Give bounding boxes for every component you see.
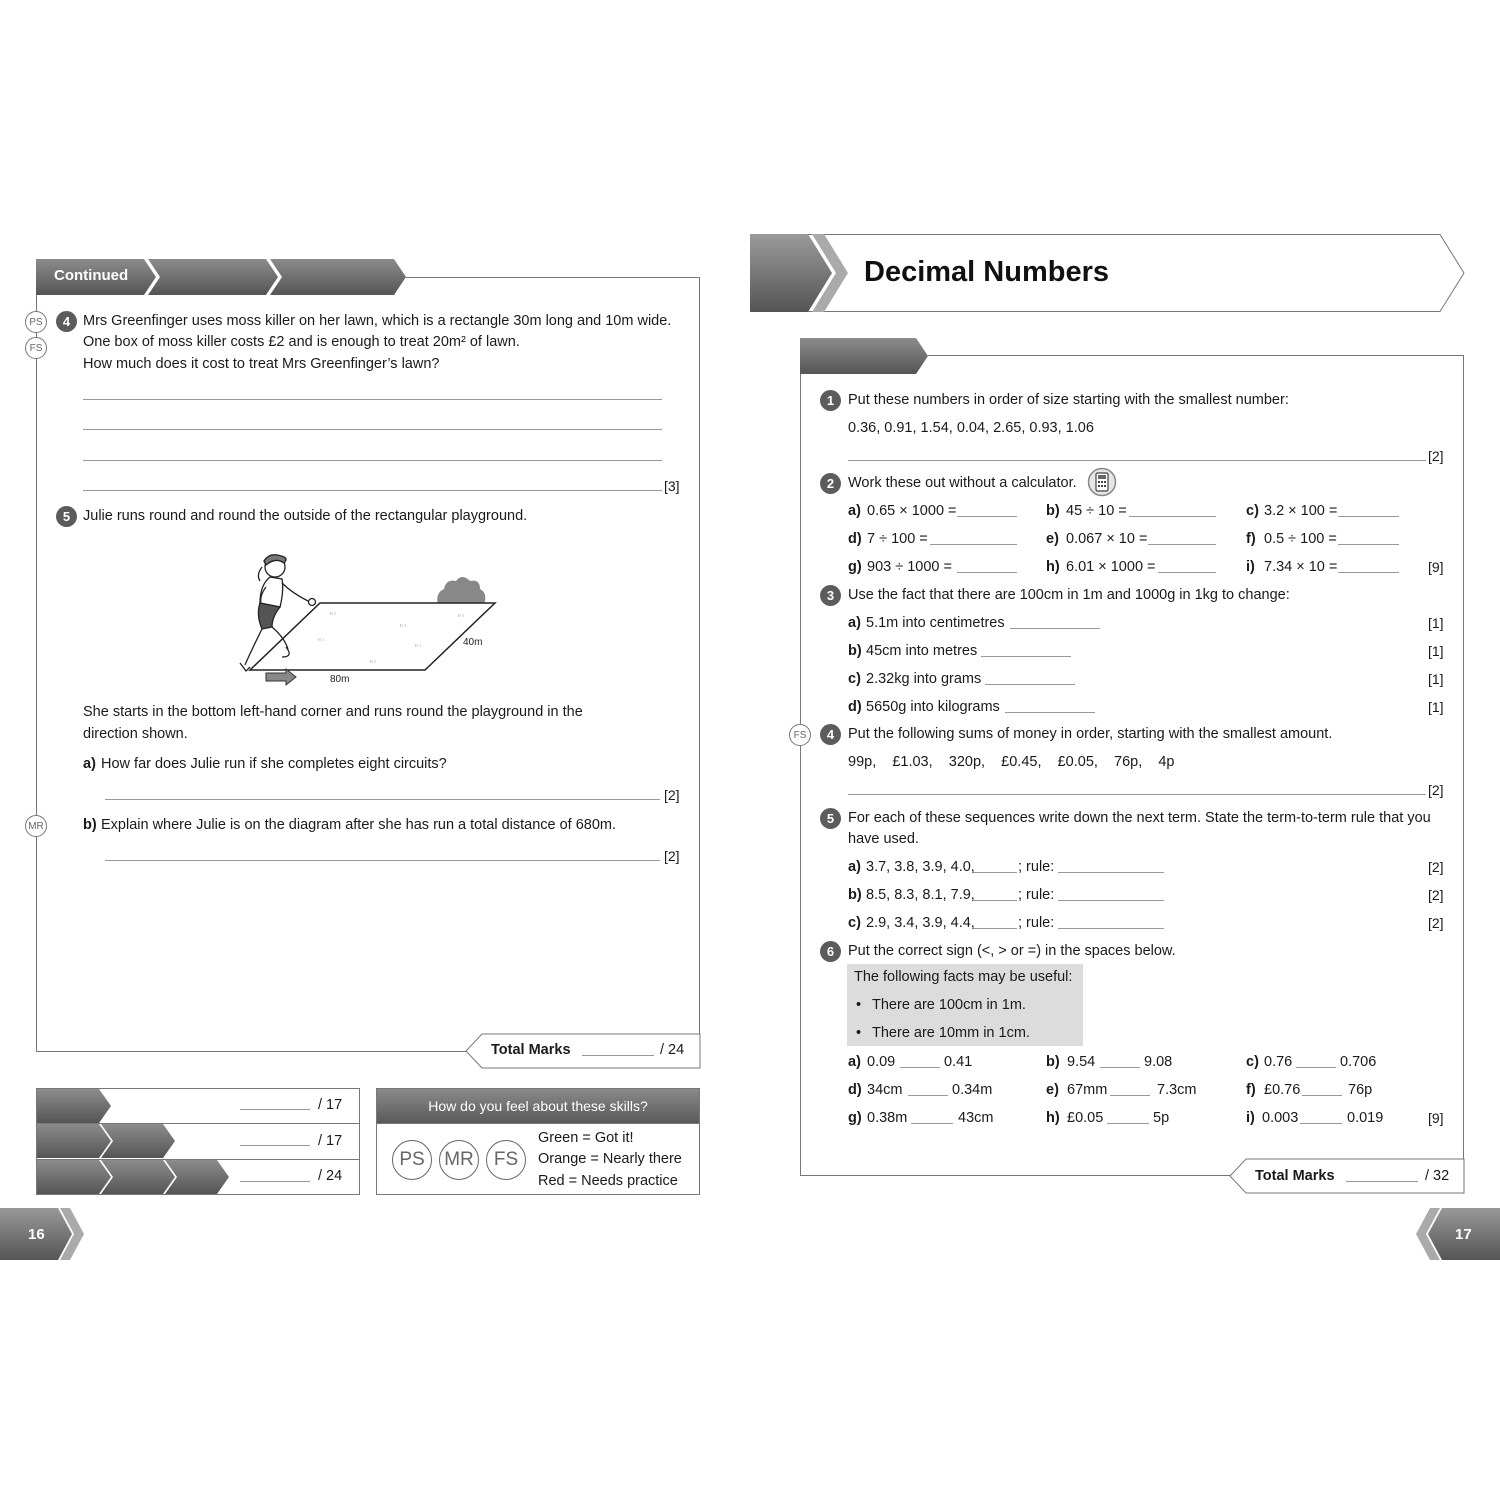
page-number: 16 — [28, 1226, 45, 1243]
marks-label: [2] — [1428, 859, 1444, 875]
question-text: Work these out without a calculator. — [848, 475, 1077, 491]
right-frame-bottom — [800, 1175, 1230, 1176]
part-label: g) — [848, 1110, 862, 1126]
answer-line[interactable] — [1148, 544, 1216, 545]
left-frame-top — [406, 277, 700, 278]
question-number: 4 — [56, 311, 77, 332]
part-label: i) — [1246, 559, 1255, 575]
left-frame-left — [36, 295, 37, 1052]
compare-right: 0.34m — [952, 1082, 993, 1098]
part-label: b) — [848, 643, 862, 659]
compare-left: 34cm — [867, 1082, 903, 1098]
part-label: d) — [848, 1082, 862, 1098]
score-line[interactable] — [240, 1109, 310, 1110]
answer-line[interactable] — [83, 429, 662, 430]
sign-line[interactable] — [1302, 1095, 1342, 1096]
calc-text: 3.2 × 100 = — [1264, 503, 1338, 519]
calc-text: 0.067 × 10 = — [1066, 531, 1148, 547]
sign-line[interactable] — [900, 1067, 940, 1068]
marks-label: [9] — [1428, 559, 1444, 575]
svg-text:ıı ı: ıı ı — [458, 613, 464, 619]
part-label: d) — [848, 531, 862, 547]
part-label: b) — [1046, 1054, 1060, 1070]
part-label: a) — [848, 615, 861, 631]
score-value: / 24 — [318, 1168, 343, 1184]
answer-line[interactable] — [1129, 516, 1216, 517]
question-number: 6 — [820, 941, 841, 962]
calc-text: 0.65 × 1000 = — [867, 503, 957, 519]
question-number: 5 — [820, 808, 841, 829]
part-label: a) — [83, 756, 96, 772]
skill-fs-icon: FS — [789, 724, 811, 746]
marks-label: [1] — [1428, 615, 1444, 631]
part-label: c) — [848, 915, 861, 931]
direction-arrow-icon — [266, 669, 296, 685]
total-marks-label: Total Marks — [491, 1042, 571, 1058]
answer-line[interactable] — [83, 460, 662, 461]
svg-text:ıı ı: ıı ı — [318, 637, 324, 643]
key-orange: Orange = Nearly there — [538, 1151, 682, 1167]
section-tab — [800, 338, 930, 374]
compare-right: 0.41 — [944, 1054, 973, 1070]
sequence-text: 3.7, 3.8, 3.9, 4.0, — [866, 859, 975, 875]
calc-text: 0.5 ÷ 100 = — [1264, 531, 1337, 547]
part-label: h) — [1046, 1110, 1060, 1126]
answer-line[interactable] — [83, 490, 662, 491]
total-marks-label: Total Marks — [1255, 1168, 1335, 1184]
key-red: Red = Needs practice — [538, 1173, 678, 1189]
rule-label: ; rule: — [1018, 887, 1055, 903]
part-label: h) — [1046, 559, 1060, 575]
right-frame-top — [928, 355, 1464, 356]
question-text: How far does Julie run if she completes eight circuits? — [101, 756, 447, 772]
skill-mr-icon: MR — [25, 815, 47, 837]
answer-line[interactable] — [957, 516, 1017, 517]
skill-fs-icon: FS — [25, 337, 47, 359]
compare-right: 7.3cm — [1157, 1082, 1197, 1098]
answer-line[interactable] — [105, 860, 660, 861]
paragraph-text: She starts in the bottom left-hand corner and runs round the playground in the — [83, 704, 583, 720]
compare-right: 76p — [1348, 1082, 1373, 1098]
question-text: Use the fact that there are 100cm in 1m and 1000g in 1kg to change: — [848, 587, 1290, 603]
rule-label: ; rule: — [1018, 859, 1055, 875]
part-label: g) — [848, 559, 862, 575]
marks-label: [3] — [664, 478, 680, 494]
answer-line[interactable] — [1010, 628, 1100, 629]
question-text: Put the following sums of money in order, starting with the smallest amount. — [848, 726, 1333, 742]
marks-label: [2] — [664, 848, 680, 864]
question-number: 1 — [820, 390, 841, 411]
question-number: 4 — [820, 724, 841, 745]
compare-left: 0.09 — [867, 1054, 896, 1070]
answer-line[interactable] — [105, 799, 660, 800]
answer-line[interactable] — [981, 656, 1071, 657]
answer-line[interactable] — [1338, 544, 1399, 545]
score-value: / 17 — [318, 1133, 343, 1149]
conversion-text: 45cm into metres — [866, 643, 978, 659]
calc-text: 45 ÷ 10 = — [1066, 503, 1127, 519]
question-number: 2 — [820, 473, 841, 494]
continued-label: Continued — [54, 267, 129, 284]
sign-line[interactable] — [1296, 1067, 1336, 1068]
part-label: a) — [848, 859, 861, 875]
sign-line[interactable] — [911, 1123, 953, 1124]
conversion-text: 5650g into kilograms — [866, 699, 1000, 715]
sign-line[interactable] — [908, 1095, 948, 1096]
compare-right: 9.08 — [1144, 1054, 1173, 1070]
marks-label: [2] — [1428, 887, 1444, 903]
svg-text:ıı ı: ıı ı — [330, 611, 336, 617]
total-marks-line[interactable] — [582, 1055, 654, 1056]
marks-label: [2] — [664, 787, 680, 803]
compare-right: 43cm — [958, 1110, 994, 1126]
bottom-label: 80m — [330, 674, 350, 685]
svg-text:ıı ı: ıı ı — [370, 659, 376, 665]
answer-line[interactable] — [848, 460, 1426, 461]
page-number: 17 — [1455, 1226, 1472, 1243]
compare-left: 9.54 — [1067, 1054, 1096, 1070]
next-term-line[interactable] — [973, 900, 1017, 901]
rule-line[interactable] — [1058, 900, 1164, 901]
marks-label: [2] — [1428, 782, 1444, 798]
question-number: 5 — [56, 506, 77, 527]
marks-label: [1] — [1428, 643, 1444, 659]
rule-label: ; rule: — [1018, 915, 1055, 931]
part-label: c) — [1246, 1054, 1259, 1070]
marks-label: [1] — [1428, 671, 1444, 687]
total-marks-line[interactable] — [1346, 1181, 1418, 1182]
part-label: i) — [1246, 1110, 1255, 1126]
part-label: f) — [1246, 531, 1256, 547]
calc-text: 7 ÷ 100 = — [867, 531, 928, 547]
answer-line[interactable] — [848, 794, 1426, 795]
rule-line[interactable] — [1058, 928, 1164, 929]
bullet-icon: • — [856, 1025, 862, 1041]
answer-line[interactable] — [83, 399, 662, 400]
marks-label: [1] — [1428, 699, 1444, 715]
page-title: Decimal Numbers — [864, 256, 1109, 288]
sequence-text: 8.5, 8.3, 8.1, 7.9, — [866, 887, 975, 903]
playground-diagram — [230, 545, 510, 690]
sign-line[interactable] — [1100, 1067, 1140, 1068]
ps-circle-icon: PS — [392, 1140, 432, 1180]
side-label: 40m — [463, 637, 483, 648]
svg-text:ıı ı: ıı ı — [415, 643, 421, 649]
marks-label: [2] — [1428, 915, 1444, 931]
part-label: e) — [1046, 531, 1059, 547]
calc-text: 7.34 × 10 = — [1264, 559, 1338, 575]
score-line[interactable] — [240, 1181, 310, 1182]
part-label: c) — [1246, 503, 1259, 519]
question-text: How much does it cost to treat Mrs Greenfinger’s lawn? — [83, 356, 440, 372]
part-label: c) — [848, 671, 861, 687]
marks-label: [9] — [1428, 1110, 1444, 1126]
score-line[interactable] — [240, 1145, 310, 1146]
part-label: a) — [848, 503, 861, 519]
question-number: 3 — [820, 585, 841, 606]
money-list: 99p, £1.03, 320p, £0.45, £0.05, 76p, 4p — [848, 754, 1175, 770]
paragraph-text: direction shown. — [83, 726, 188, 742]
answer-line[interactable] — [1005, 712, 1095, 713]
answer-line[interactable] — [985, 684, 1075, 685]
compare-right: 0.706 — [1340, 1054, 1377, 1070]
rule-line[interactable] — [1058, 872, 1164, 873]
fs-circle-icon: FS — [486, 1140, 526, 1180]
part-label: b) — [83, 817, 97, 833]
total-marks-value: / 32 — [1425, 1168, 1450, 1184]
answer-line[interactable] — [957, 572, 1017, 573]
skill-ps-icon: PS — [25, 311, 47, 333]
total-marks-value: / 24 — [660, 1042, 685, 1058]
part-label: a) — [848, 1054, 861, 1070]
sequence-text: 2.9, 3.4, 3.9, 4.4, — [866, 915, 975, 931]
left-frame-right — [699, 277, 700, 1034]
mr-circle-icon: MR — [439, 1140, 479, 1180]
fact-item: There are 10mm in 1cm. — [872, 1025, 1030, 1041]
compare-left: 0.38m — [867, 1110, 908, 1126]
question-text: Mrs Greenfinger uses moss killer on her lawn, which is a rectangle 30m long and 10m wide. — [83, 313, 672, 329]
compare-right: 5p — [1153, 1110, 1170, 1126]
question-text: Explain where Julie is on the diagram after she has run a total distance of 680m. — [101, 817, 617, 833]
right-frame-right — [1463, 355, 1464, 1176]
compare-left: 67mm — [1067, 1082, 1108, 1098]
answer-line[interactable] — [1338, 572, 1399, 573]
next-term-line[interactable] — [973, 928, 1017, 929]
part-label: f) — [1246, 1082, 1256, 1098]
left-frame-bottom — [36, 1051, 468, 1052]
part-label: b) — [848, 887, 862, 903]
question-text: Put the correct sign (<, > or =) in the spaces below. — [848, 943, 1176, 959]
answer-line[interactable] — [1158, 572, 1216, 573]
score-value: / 17 — [318, 1097, 343, 1113]
question-text: Put these numbers in order of size starting with the smallest number: — [848, 392, 1289, 408]
bush-icon — [437, 577, 485, 605]
compare-right: 0.019 — [1347, 1110, 1384, 1126]
compare-left: 0.003 — [1262, 1110, 1299, 1126]
question-text: Julie runs round and round the outside of the rectangular playground. — [83, 508, 528, 524]
part-label: d) — [848, 699, 862, 715]
svg-text:ıı ı: ıı ı — [400, 623, 406, 629]
right-frame-left — [800, 373, 801, 1176]
sign-line[interactable] — [1107, 1123, 1149, 1124]
compare-left: 0.76 — [1264, 1054, 1293, 1070]
question-text: One box of moss killer costs £2 and is enough to treat 20m² of lawn. — [83, 334, 520, 350]
question-text: For each of these sequences write down the next term. State the term-to-term rule that you — [848, 810, 1431, 826]
part-label: e) — [1046, 1082, 1059, 1098]
calc-text: 903 ÷ 1000 = — [867, 559, 952, 575]
conversion-text: 5.1m into centimetres — [866, 615, 1005, 631]
part-label: b) — [1046, 503, 1060, 519]
sign-line[interactable] — [1110, 1095, 1150, 1096]
question-text: have used. — [848, 831, 919, 847]
compare-left: £0.05 — [1067, 1110, 1104, 1126]
marks-label: [2] — [1428, 448, 1444, 464]
continued-banner — [36, 259, 406, 295]
summary-arrows — [37, 1089, 237, 1194]
sign-line[interactable] — [1300, 1123, 1342, 1124]
number-list: 0.36, 0.91, 1.54, 0.04, 2.65, 0.93, 1.06 — [848, 420, 1094, 436]
answer-line[interactable] — [1338, 516, 1399, 517]
bullet-icon: • — [856, 997, 862, 1013]
next-term-line[interactable] — [973, 872, 1017, 873]
conversion-text: 2.32kg into grams — [866, 671, 982, 687]
fact-item: There are 100cm in 1m. — [872, 997, 1026, 1013]
skills-box-title: How do you feel about these skills? — [428, 1098, 648, 1114]
calc-text: 6.01 × 1000 = — [1066, 559, 1156, 575]
facts-title: The following facts may be useful: — [854, 969, 1073, 985]
answer-line[interactable] — [930, 544, 1017, 545]
no-calculator-icon — [1087, 467, 1117, 497]
compare-left: £0.76 — [1264, 1082, 1301, 1098]
key-green: Green = Got it! — [538, 1130, 634, 1146]
